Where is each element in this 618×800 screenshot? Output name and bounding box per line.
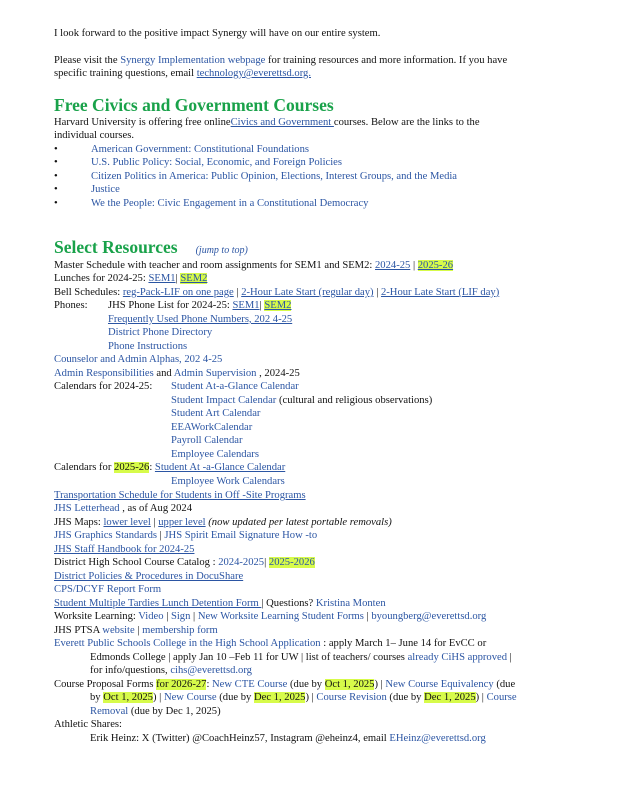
bullet-icon: • bbox=[54, 171, 58, 182]
colon: : bbox=[149, 462, 155, 473]
calendars-2025-label: Calendars for bbox=[54, 462, 115, 473]
catalog-2025-link[interactable]: 2025-2026 bbox=[268, 557, 315, 568]
handbook-line bbox=[54, 543, 194, 556]
policies-line bbox=[54, 570, 243, 583]
new-course-link[interactable]: New Course bbox=[163, 692, 217, 703]
phones-line bbox=[54, 299, 291, 312]
course-revision-link[interactable]: Course Revision bbox=[316, 692, 387, 703]
proposal-text: Course Proposal Forms bbox=[54, 679, 157, 690]
alphas-line bbox=[54, 353, 222, 366]
ptsa-website-link[interactable]: website bbox=[102, 625, 135, 636]
resources-heading bbox=[54, 237, 248, 261]
separator: | bbox=[410, 260, 418, 271]
cihs-line-3 bbox=[90, 664, 252, 677]
kristina-monten-link[interactable]: Kristina Monten bbox=[315, 598, 386, 609]
due-text: (due bbox=[493, 679, 516, 690]
civics-desc-line bbox=[54, 116, 480, 129]
bullet-icon: • bbox=[54, 144, 58, 155]
course-list-item bbox=[54, 143, 309, 156]
staff-handbook-link[interactable]: JHS Staff Handbook for 2024-25 bbox=[54, 544, 195, 555]
bullet-icon: • bbox=[54, 198, 58, 209]
close-paren: ) | bbox=[475, 692, 487, 703]
year-text: , 2024-25 bbox=[256, 368, 300, 379]
due-date: Dec 1, 2025 bbox=[424, 692, 476, 703]
course-list-item bbox=[54, 183, 120, 196]
bell-late-regular-link[interactable]: 2-Hour Late Start (regular day) bbox=[241, 287, 374, 298]
by-text: by bbox=[90, 692, 104, 703]
course-link[interactable]: We the People: Civic Engagement in a Constitutional Democracy bbox=[91, 198, 369, 209]
cihs-text-2: Edmonds College | apply Jan 10 –Feb 11 for UW | list of teachers/ courses bbox=[90, 652, 408, 663]
calendars-label: Calendars for 2024-25: bbox=[54, 381, 153, 392]
intro-visit-text-post: for training resources and more information. If you have bbox=[265, 55, 508, 66]
due-text: (due by bbox=[216, 692, 254, 703]
master-2024-link[interactable]: 2024-25 bbox=[375, 260, 411, 271]
catalog-text: District High School Course Catalog : bbox=[54, 557, 219, 568]
separator: | bbox=[363, 611, 372, 622]
intro-email-text: specific training questions, email bbox=[54, 68, 197, 79]
calendar-2025-link[interactable]: Employee Work Calendars bbox=[171, 476, 285, 487]
erik-email-link[interactable]: EHeinz@everettsd.org bbox=[389, 733, 486, 744]
separator: | bbox=[159, 530, 165, 541]
and-text: and bbox=[153, 368, 174, 379]
synergy-webpage-link[interactable]: Synergy Implementation webpage bbox=[120, 55, 266, 66]
frequent-phone-numbers-link[interactable]: Frequently Used Phone Numbers, 202 4-25 bbox=[108, 314, 293, 325]
course-removal-link-2[interactable]: Removal bbox=[90, 706, 129, 717]
separator: | bbox=[190, 611, 198, 622]
lunches-sem1-link[interactable]: SEM1 bbox=[148, 273, 176, 284]
worksite-email-link[interactable]: byoungberg@everettsd.org bbox=[371, 611, 487, 622]
phones-label: Phones: bbox=[54, 300, 88, 311]
civics-desc-text-2: individual courses. bbox=[54, 130, 135, 141]
separator: | bbox=[373, 287, 381, 298]
ptsa-line bbox=[54, 624, 218, 637]
course-list-item bbox=[54, 156, 342, 169]
calendar-item bbox=[171, 407, 260, 420]
calendar-link[interactable]: Employee Calendars bbox=[171, 449, 259, 460]
letterhead-line bbox=[54, 502, 192, 515]
worksite-sign-link[interactable]: Sign bbox=[170, 611, 191, 622]
civics-government-link[interactable]: Civics and Government bbox=[230, 117, 334, 128]
erik-line bbox=[90, 732, 486, 745]
calendar-2025-link[interactable]: Student At -a-Glance Calendar bbox=[154, 462, 286, 473]
ptsa-text: JHS PTSA bbox=[54, 625, 103, 636]
close-paren: ) | bbox=[374, 679, 386, 690]
ptsa-membership-link[interactable]: membership form bbox=[142, 625, 218, 636]
letterhead-date: , as of Aug 2024 bbox=[122, 503, 192, 514]
intro-email-line bbox=[54, 67, 311, 80]
lunches-text: Lunches for 2024-25: bbox=[54, 273, 149, 284]
intro-line bbox=[54, 27, 380, 40]
lower-level-map-link[interactable]: lower level bbox=[103, 517, 151, 528]
civics-desc-text: Harvard University is offering free online bbox=[54, 117, 231, 128]
due-text: (due by bbox=[287, 679, 325, 690]
intro-text: I look forward to the positive impact Synergy will have on our entire system. bbox=[54, 28, 381, 39]
calendar-link[interactable]: Student At-a-Glance Calendar bbox=[171, 381, 299, 392]
calendar-link[interactable]: EEAWorkCalendar bbox=[171, 422, 253, 433]
calendars-2025-line bbox=[54, 461, 285, 474]
technology-email-link[interactable]: technology@everettsd.org. bbox=[196, 68, 311, 79]
close-paren: ) | bbox=[152, 692, 164, 703]
phones-sem2-link[interactable]: SEM2 bbox=[264, 300, 292, 311]
civics-desc-line-2 bbox=[54, 129, 134, 142]
intro-visit-line bbox=[54, 54, 507, 67]
separator: | bbox=[233, 287, 242, 298]
cihs-text-3: for info/questions, bbox=[90, 665, 171, 676]
calendar-link[interactable]: Payroll Calendar bbox=[171, 435, 243, 446]
counselor-alphas-link[interactable]: Counselor and Admin Alphas, 202 4-25 bbox=[54, 354, 223, 365]
course-link[interactable]: Justice bbox=[91, 184, 120, 195]
separator: | bbox=[507, 652, 512, 663]
admin-responsibilities-link[interactable]: Admin Responsibilities bbox=[54, 368, 154, 379]
phones-sem1-link[interactable]: SEM1 bbox=[232, 300, 260, 311]
calendar-note: (cultural and religious observations) bbox=[276, 395, 433, 406]
course-list-item bbox=[54, 197, 368, 210]
jump-to-top-link[interactable]: (jump to top) bbox=[195, 245, 248, 256]
course-removal-link[interactable]: Course bbox=[486, 692, 517, 703]
graphics-standards-link[interactable]: JHS Graphics Standards bbox=[54, 530, 160, 541]
worksite-video-link[interactable]: Video bbox=[138, 611, 164, 622]
resources-heading-text: Select Resources bbox=[54, 237, 178, 257]
proposal-line-2 bbox=[90, 691, 517, 704]
master-schedule-text: Master Schedule with teacher and room assignments for SEM1 and SEM2: bbox=[54, 260, 375, 271]
worksite-line bbox=[54, 610, 486, 623]
cihs-line bbox=[54, 637, 486, 650]
worksite-text: Worksite Learning: bbox=[54, 611, 139, 622]
district-phone-directory-link[interactable]: District Phone Directory bbox=[108, 327, 213, 338]
worksite-forms-link[interactable]: New Worksite Learning Student Forms bbox=[197, 611, 364, 622]
cihs-line-2 bbox=[90, 651, 512, 664]
tardies-form-link[interactable]: Student Multiple Tardies Lunch Detention Form bbox=[54, 598, 262, 609]
calendar-link[interactable]: Student Impact Calendar bbox=[171, 395, 277, 406]
erik-text: Erik Heinz: X (Twitter) @CoachHeinz57, Instagram @eheinz4, email bbox=[90, 733, 390, 744]
calendar-item bbox=[171, 394, 432, 407]
admin-resp-line bbox=[54, 367, 300, 380]
calendar-2025-item bbox=[171, 475, 285, 488]
bell-text: Bell Schedules: bbox=[54, 287, 123, 298]
athletic-label: Athletic Shares: bbox=[54, 719, 122, 730]
separator: | bbox=[134, 625, 143, 636]
spirit-signature-link[interactable]: JHS Spirit Email Signature How -to bbox=[164, 530, 318, 541]
letterhead-link[interactable]: JHS Letterhead bbox=[54, 503, 123, 514]
upper-level-map-link[interactable]: upper level bbox=[158, 517, 206, 528]
bullet-icon: • bbox=[54, 184, 58, 195]
phones-instructions-line bbox=[108, 340, 187, 353]
calendar-item bbox=[171, 434, 243, 447]
new-cte-course-link[interactable]: New CTE Course bbox=[212, 679, 288, 690]
transport-line bbox=[54, 489, 306, 502]
separator: | bbox=[150, 517, 159, 528]
tardies-line bbox=[54, 597, 386, 610]
separator: | bbox=[163, 611, 171, 622]
proposal-year: for 2026-27 bbox=[156, 679, 207, 690]
cps-line bbox=[54, 583, 161, 596]
athletic-line bbox=[54, 718, 122, 731]
course-link[interactable]: Citizen Politics in America: Public Opinion, Elections, Interest Groups, and the Media bbox=[91, 171, 458, 182]
district-policies-link[interactable]: District Policies & Procedures in DocuShare bbox=[54, 571, 244, 582]
course-link[interactable]: U.S. Public Policy: Social, Economic, and Foreign Policies bbox=[91, 157, 342, 168]
phones-freq-line bbox=[108, 313, 292, 326]
phones-text: JHS Phone List for 2024-25: bbox=[108, 300, 233, 311]
separator: | bbox=[264, 557, 269, 568]
calendars-2025-year: 2025-26 bbox=[114, 462, 150, 473]
cps-report-link[interactable]: CPS/DCYF Report Form bbox=[54, 584, 162, 595]
transportation-link[interactable]: Transportation Schedule for Students in Off -Site Programs bbox=[54, 490, 306, 501]
due-text: (due by bbox=[386, 692, 425, 703]
bell-late-lif-link[interactable]: 2-Hour Late Start (LIF day) bbox=[380, 287, 500, 298]
lunches-sem2-link[interactable]: SEM2 bbox=[180, 273, 208, 284]
proposal-line bbox=[54, 678, 515, 691]
maps-note: (now updated per latest portable removals) bbox=[205, 517, 392, 528]
calendar-link[interactable]: Student Art Calendar bbox=[171, 408, 261, 419]
master-2025-link[interactable]: 2025-26 bbox=[417, 260, 454, 271]
course-link[interactable]: American Government: Constitutional Foundations bbox=[91, 144, 310, 155]
calendar-item bbox=[171, 448, 259, 461]
catalog-2024-link[interactable]: 2024-2025 bbox=[218, 557, 265, 568]
phones-district-line bbox=[108, 326, 212, 339]
phone-instructions-link[interactable]: Phone Instructions bbox=[108, 341, 188, 352]
graphics-line bbox=[54, 529, 317, 542]
maps-line bbox=[54, 516, 392, 529]
due-date: Oct 1, 2025 bbox=[103, 692, 153, 703]
master-schedule-line bbox=[54, 259, 453, 272]
maps-text: JHS Maps: bbox=[54, 517, 104, 528]
civics-desc-text-post: courses. Below are the links to the bbox=[333, 117, 480, 128]
course-equivalency-link[interactable]: New Course Equivalency bbox=[385, 679, 494, 690]
proposal-line-3 bbox=[90, 705, 221, 718]
cihs-text: : apply March 1– June 14 for EvCC or bbox=[320, 638, 487, 649]
civics-heading: Free Civics and Government Courses bbox=[54, 95, 334, 115]
due-date: Dec 1, 2025 bbox=[253, 692, 306, 703]
bell-reg-link[interactable]: reg-Pack-LIF on one page bbox=[122, 287, 234, 298]
due-text: (due by Dec 1, 2025) bbox=[128, 706, 221, 717]
calendar-item bbox=[171, 421, 252, 434]
catalog-line bbox=[54, 556, 315, 569]
cihs-application-link[interactable]: Everett Public Schools College in the High School Application bbox=[54, 638, 321, 649]
due-date: Oct 1, 2025 bbox=[324, 679, 375, 690]
separator: | bbox=[175, 273, 181, 284]
admin-supervision-link[interactable]: Admin Supervision bbox=[173, 368, 257, 379]
course-list-item bbox=[54, 170, 457, 183]
questions-text: | Questions? bbox=[261, 598, 316, 609]
bell-schedules-line bbox=[54, 286, 499, 299]
colon: : bbox=[206, 679, 213, 690]
intro-visit-text: Please visit the bbox=[54, 55, 121, 66]
cihs-approved-link[interactable]: already CiHS approved bbox=[407, 652, 508, 663]
bullet-icon: • bbox=[54, 157, 58, 168]
cihs-email-link[interactable]: cihs@everettsd.org bbox=[170, 665, 252, 676]
lunches-line bbox=[54, 272, 207, 285]
close-paren: ) | bbox=[305, 692, 317, 703]
calendars-line bbox=[54, 380, 299, 393]
separator: | bbox=[259, 300, 265, 311]
